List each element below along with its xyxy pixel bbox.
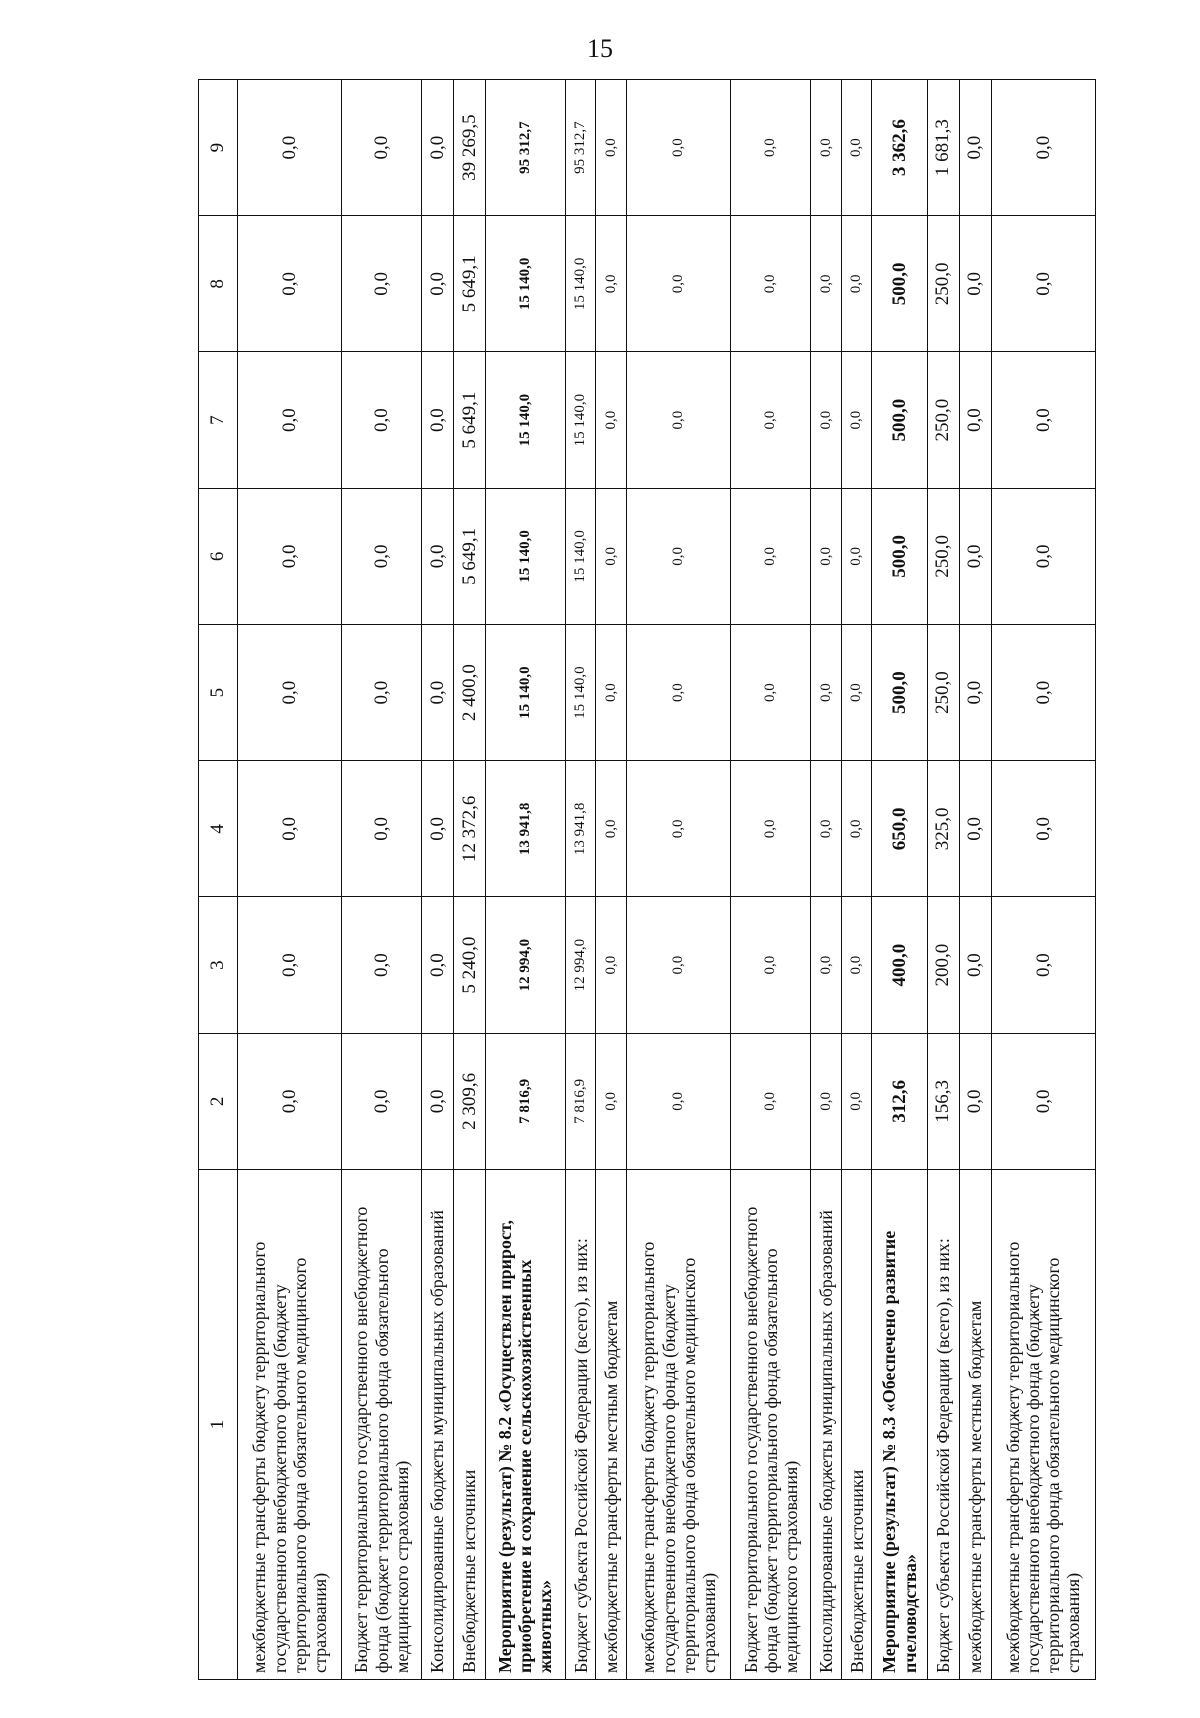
row-value: 0,0 [991, 761, 1095, 897]
row-value: 0,0 [342, 1033, 422, 1169]
row-value: 13 941,8 [565, 761, 596, 897]
column-header-6: 6 [199, 488, 238, 624]
row-value: 0,0 [238, 80, 342, 216]
table-row [596, 80, 627, 1680]
row-label: Бюджет субъекта Российской Федерации (всего), из них: [565, 1170, 596, 1680]
row-value: 5 649,1 [454, 352, 486, 488]
row-value: 15 140,0 [486, 216, 566, 352]
row-value: 325,0 [927, 761, 959, 897]
row-value: 2 400,0 [454, 625, 486, 761]
row-label: Консолидированные бюджеты муниципальных образований [422, 1170, 454, 1680]
column-header-4: 4 [199, 761, 238, 897]
row-label: Бюджет территориального государственного внебюджетного фонда (бюджет территориального фонда обязательного медицинского страхования) [342, 1170, 422, 1680]
row-value: 0,0 [627, 352, 731, 488]
row-value: 0,0 [238, 216, 342, 352]
row-value: 5 649,1 [454, 488, 486, 624]
row-value: 0,0 [342, 488, 422, 624]
column-header-8: 8 [199, 216, 238, 352]
row-label: Внебюджетные источники [454, 1170, 486, 1680]
header-row [199, 80, 238, 1680]
row-value: 0,0 [627, 1033, 731, 1169]
row-value: 0,0 [991, 80, 1095, 216]
table-row [486, 80, 566, 1680]
row-value: 0,0 [731, 1033, 811, 1169]
row-value: 0,0 [841, 625, 872, 761]
row-value: 0,0 [811, 1033, 842, 1169]
row-value: 0,0 [342, 216, 422, 352]
row-value: 0,0 [238, 1033, 342, 1169]
table-row [454, 80, 486, 1680]
row-value: 0,0 [596, 216, 627, 352]
row-value: 0,0 [991, 625, 1095, 761]
column-header-7: 7 [199, 352, 238, 488]
row-value: 0,0 [238, 488, 342, 624]
row-value: 0,0 [627, 625, 731, 761]
row-value: 0,0 [342, 352, 422, 488]
row-value: 0,0 [422, 1033, 454, 1169]
row-label: межбюджетные трансферты бюджету территориального государственного внебюджетного фонда (бюджету территориального фонда обязательного медицинского страхования) [991, 1170, 1095, 1680]
row-value: 2 309,6 [454, 1033, 486, 1169]
row-value: 5 649,1 [454, 216, 486, 352]
row-value: 0,0 [596, 625, 627, 761]
row-value: 0,0 [841, 488, 872, 624]
rotated-table-wrapper [198, 80, 1096, 1680]
row-value: 95 312,7 [565, 80, 596, 216]
row-value: 0,0 [959, 80, 991, 216]
row-value: 12 994,0 [565, 897, 596, 1033]
row-value: 0,0 [731, 761, 811, 897]
table-row [238, 80, 342, 1680]
row-value: 0,0 [422, 625, 454, 761]
row-value: 0,0 [422, 488, 454, 624]
financing-table [198, 79, 1096, 1680]
row-value: 0,0 [841, 761, 872, 897]
row-value: 0,0 [238, 761, 342, 897]
row-value: 250,0 [927, 352, 959, 488]
row-value: 7 816,9 [486, 1033, 566, 1169]
row-value: 0,0 [959, 216, 991, 352]
row-value: 0,0 [811, 761, 842, 897]
row-value: 0,0 [841, 216, 872, 352]
row-value: 500,0 [872, 352, 927, 488]
rotated-table-container [198, 80, 1096, 1680]
row-value: 0,0 [731, 488, 811, 624]
row-value: 0,0 [596, 80, 627, 216]
row-label: Бюджет субъекта Российской Федерации (всего), из них: [927, 1170, 959, 1680]
row-value: 0,0 [841, 80, 872, 216]
row-value: 7 816,9 [565, 1033, 596, 1169]
row-label: Мероприятие (результат) № 8.2 «Осуществлен прирост, приобретение и сохранение сельскохозяйственных животных» [486, 1170, 566, 1680]
row-value: 0,0 [959, 897, 991, 1033]
row-value: 200,0 [927, 897, 959, 1033]
row-value: 250,0 [927, 488, 959, 624]
table-row [927, 80, 959, 1680]
row-value: 0,0 [991, 216, 1095, 352]
row-value: 250,0 [927, 625, 959, 761]
row-value: 1 681,3 [927, 80, 959, 216]
table-row [731, 80, 811, 1680]
row-value: 0,0 [841, 897, 872, 1033]
row-value: 0,0 [811, 80, 842, 216]
row-value: 0,0 [731, 352, 811, 488]
row-value: 0,0 [811, 897, 842, 1033]
table-row [991, 80, 1095, 1680]
row-value: 0,0 [342, 625, 422, 761]
row-value: 0,0 [596, 488, 627, 624]
row-value: 0,0 [841, 1033, 872, 1169]
row-value: 0,0 [422, 216, 454, 352]
row-value: 0,0 [811, 352, 842, 488]
row-value: 156,3 [927, 1033, 959, 1169]
row-value: 0,0 [627, 897, 731, 1033]
row-value: 15 140,0 [486, 352, 566, 488]
row-value: 15 140,0 [486, 488, 566, 624]
row-value: 15 140,0 [565, 625, 596, 761]
row-value: 0,0 [238, 352, 342, 488]
row-value: 0,0 [342, 761, 422, 897]
row-value: 0,0 [627, 216, 731, 352]
table-row [811, 80, 842, 1680]
row-value: 0,0 [959, 352, 991, 488]
row-value: 0,0 [627, 80, 731, 216]
row-value: 0,0 [731, 625, 811, 761]
row-value: 15 140,0 [565, 216, 596, 352]
row-value: 500,0 [872, 216, 927, 352]
column-header-3: 3 [199, 897, 238, 1033]
row-label: межбюджетные трансферты местным бюджетам [596, 1170, 627, 1680]
row-value: 500,0 [872, 488, 927, 624]
row-label: межбюджетные трансферты бюджету территориального государственного внебюджетного фонда (бюджету территориального фонда обязательного медицинского страхования) [238, 1170, 342, 1680]
row-value: 312,6 [872, 1033, 927, 1169]
row-value: 12 994,0 [486, 897, 566, 1033]
table-header [199, 80, 238, 1680]
row-value: 0,0 [731, 80, 811, 216]
row-value: 0,0 [991, 897, 1095, 1033]
row-label: Бюджет территориального государственного внебюджетного фонда (бюджет территориального фонда обязательного медицинского страхования) [731, 1170, 811, 1680]
row-value: 15 140,0 [486, 625, 566, 761]
column-header-1: 1 [199, 1170, 238, 1680]
row-value: 0,0 [811, 488, 842, 624]
row-value: 0,0 [959, 761, 991, 897]
row-value: 250,0 [927, 216, 959, 352]
row-value: 15 140,0 [565, 488, 596, 624]
row-value: 0,0 [238, 625, 342, 761]
row-value: 0,0 [991, 1033, 1095, 1169]
row-label: межбюджетные трансферты местным бюджетам [959, 1170, 991, 1680]
table-row [841, 80, 872, 1680]
row-value: 0,0 [811, 216, 842, 352]
row-value: 0,0 [596, 761, 627, 897]
row-value: 0,0 [596, 352, 627, 488]
row-value: 15 140,0 [565, 352, 596, 488]
row-value: 0,0 [627, 488, 731, 624]
row-label: межбюджетные трансферты бюджету территориального государственного внебюджетного фонда (бюджету территориального фонда обязательного медицинского страхования) [627, 1170, 731, 1680]
table-row [422, 80, 454, 1680]
table-body [238, 80, 1096, 1680]
row-value: 0,0 [959, 625, 991, 761]
row-value: 0,0 [342, 80, 422, 216]
column-header-2: 2 [199, 1033, 238, 1169]
table-row [627, 80, 731, 1680]
table-row [565, 80, 596, 1680]
row-value: 0,0 [811, 625, 842, 761]
row-value: 0,0 [422, 352, 454, 488]
row-value: 0,0 [342, 897, 422, 1033]
row-value: 0,0 [731, 216, 811, 352]
row-value: 500,0 [872, 625, 927, 761]
row-value: 0,0 [422, 761, 454, 897]
row-value: 0,0 [238, 897, 342, 1033]
row-label: Внебюджетные источники [841, 1170, 872, 1680]
column-header-5: 5 [199, 625, 238, 761]
row-value: 95 312,7 [486, 80, 566, 216]
row-value: 5 240,0 [454, 897, 486, 1033]
row-value: 13 941,8 [486, 761, 566, 897]
table-row [872, 80, 927, 1680]
row-label: Консолидированные бюджеты муниципальных образований [811, 1170, 842, 1680]
row-value: 0,0 [959, 1033, 991, 1169]
table-row [342, 80, 422, 1680]
row-value: 0,0 [959, 488, 991, 624]
row-value: 0,0 [422, 897, 454, 1033]
row-value: 0,0 [731, 897, 811, 1033]
row-value: 0,0 [841, 352, 872, 488]
row-value: 0,0 [596, 1033, 627, 1169]
table-row [959, 80, 991, 1680]
row-value: 39 269,5 [454, 80, 486, 216]
row-value: 0,0 [991, 352, 1095, 488]
row-label: Мероприятие (результат) № 8.3 «Обеспечено развитие пчеловодства» [872, 1170, 927, 1680]
row-value: 400,0 [872, 897, 927, 1033]
row-value: 650,0 [872, 761, 927, 897]
page-number: 15 [587, 34, 613, 63]
row-value: 0,0 [422, 80, 454, 216]
row-value: 0,0 [991, 488, 1095, 624]
column-header-9: 9 [199, 80, 238, 216]
row-value: 12 372,6 [454, 761, 486, 897]
row-value: 3 362,6 [872, 80, 927, 216]
row-value: 0,0 [596, 897, 627, 1033]
row-value: 0,0 [627, 761, 731, 897]
